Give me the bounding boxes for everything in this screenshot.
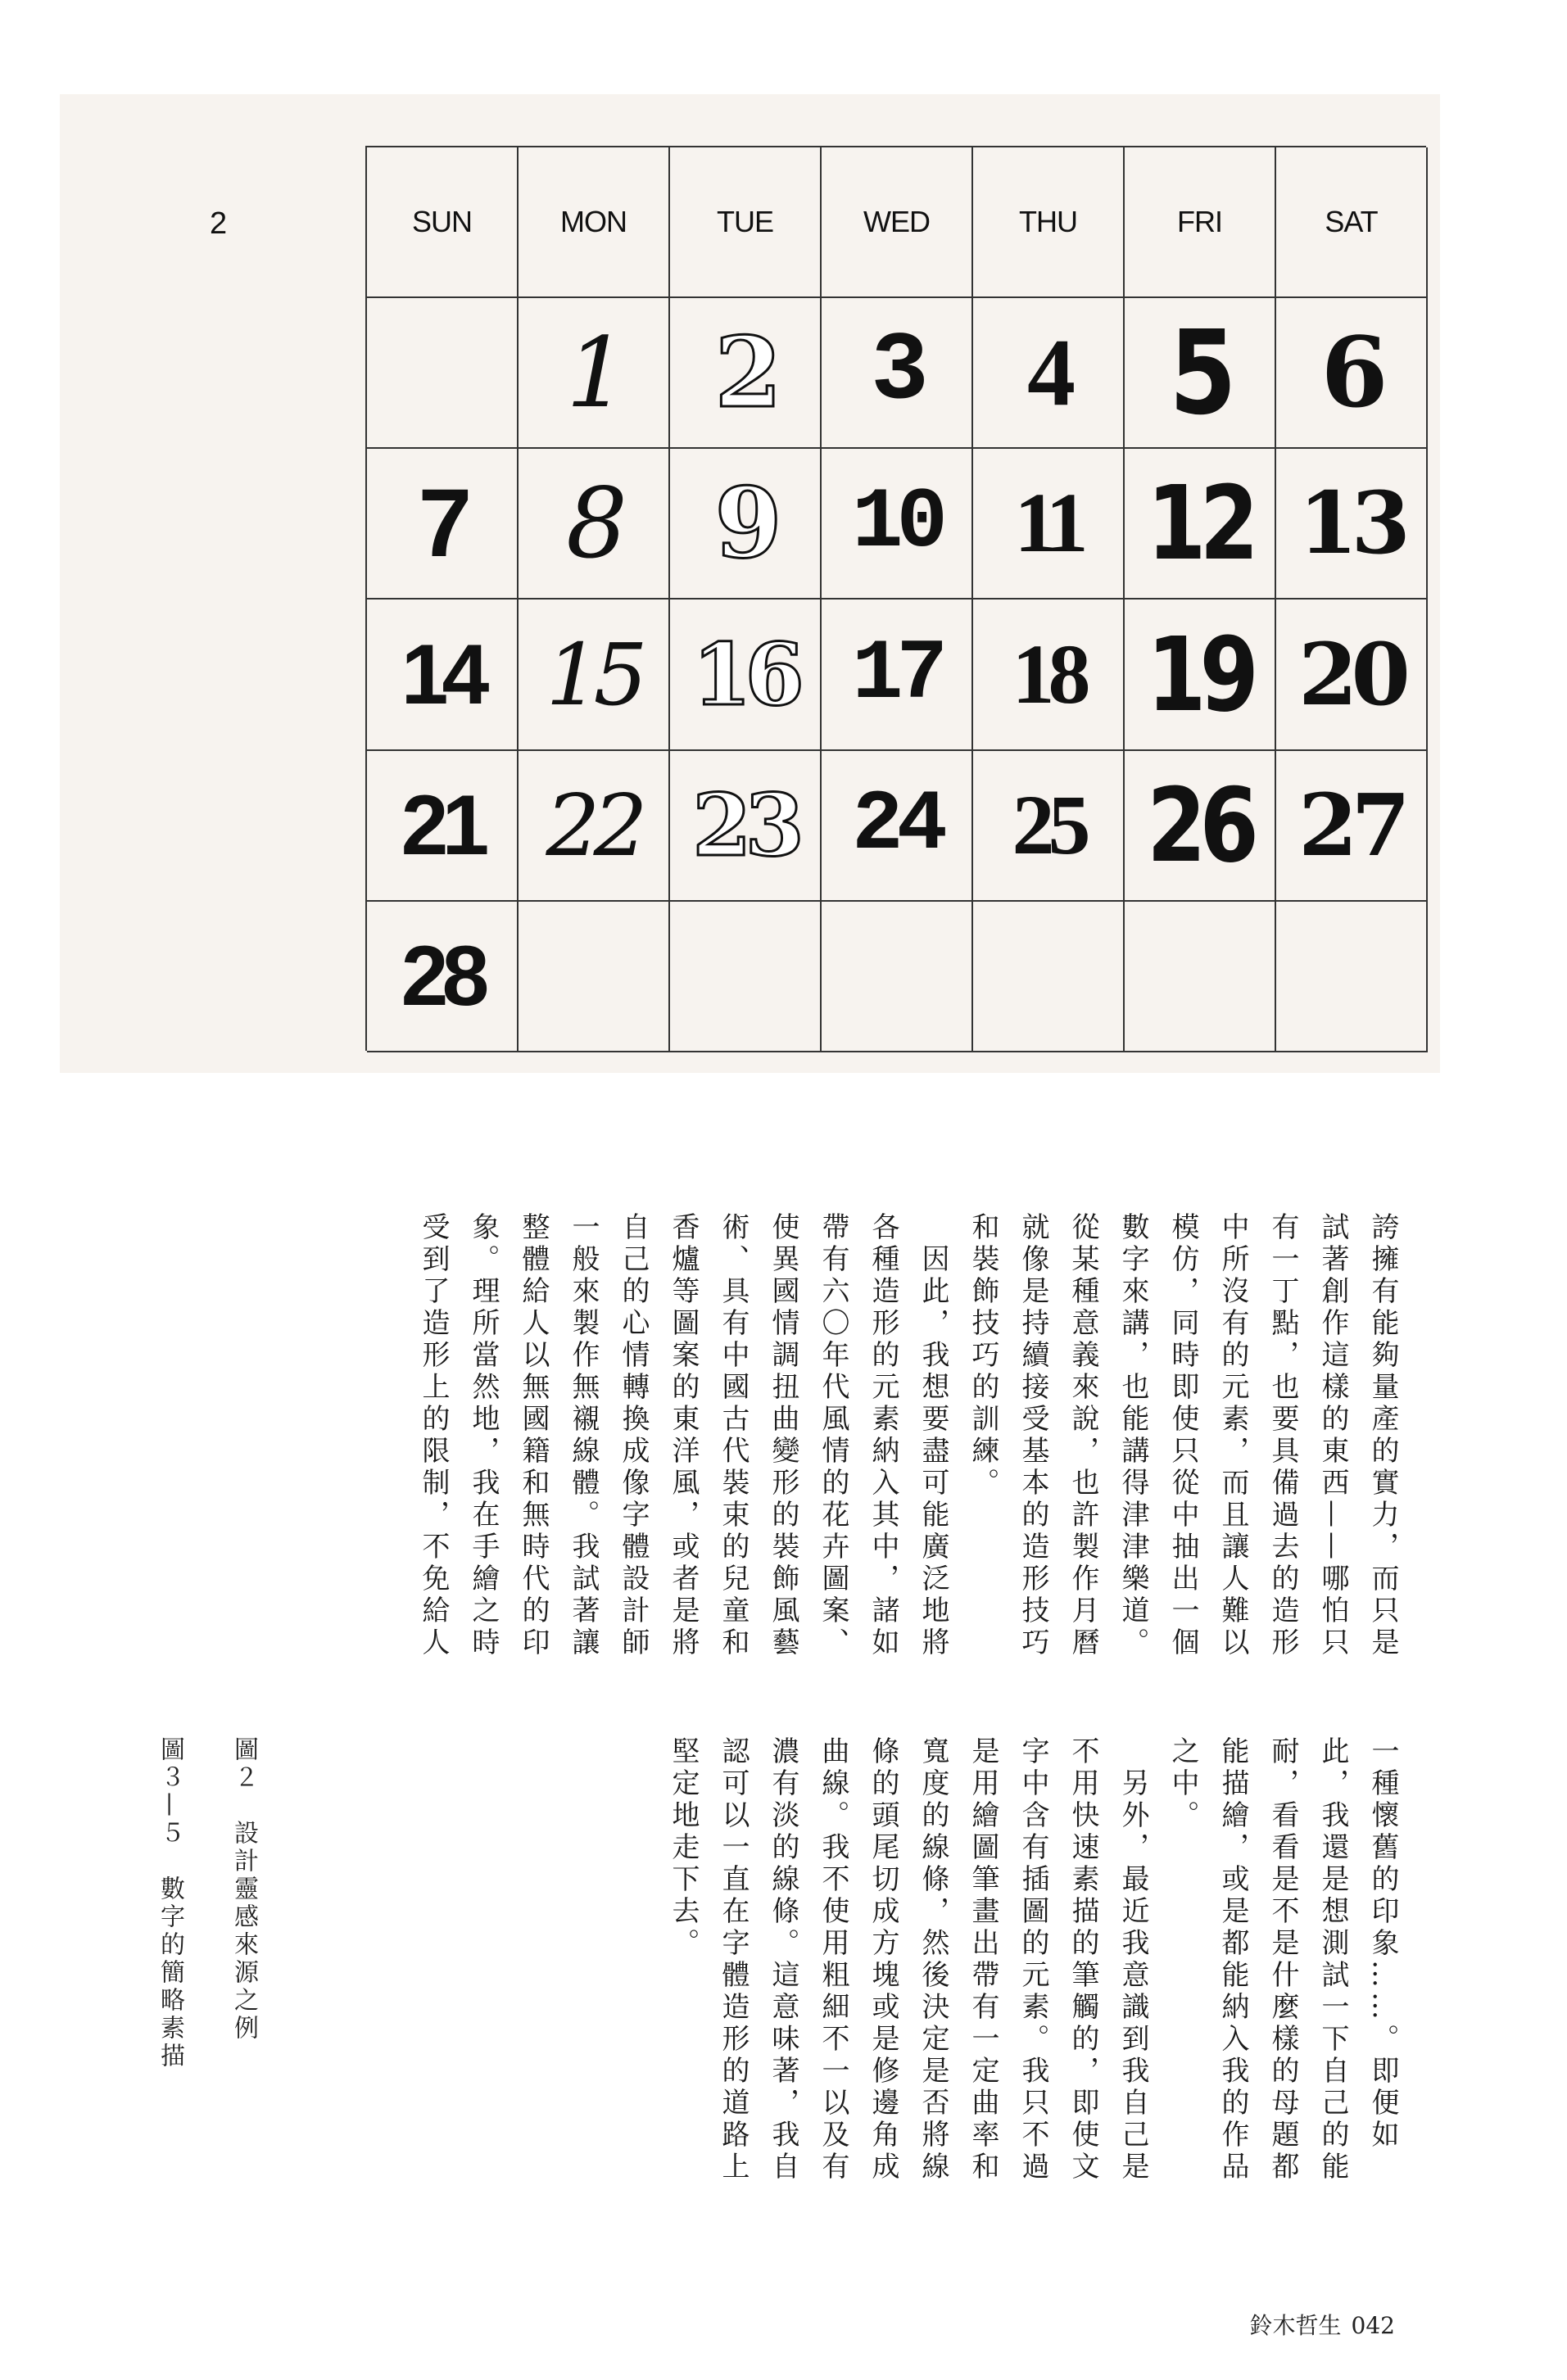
weekday-header [973,147,1125,298]
text-column: 一般來製作無襯線體。我試著讓 [567,1212,600,1659]
calendar-day-cell [367,902,519,1052]
calendar-day-cell [973,298,1125,449]
calendar-day-cell [670,600,822,750]
weekday-label: MON [560,205,627,239]
day-number: 7 [418,469,466,578]
text-column: 從某種意義來說，也許製作月曆 [1067,1212,1099,1659]
day-number: 14 [401,627,483,722]
calendar-day-cell [822,449,973,600]
text-column: 試著創作這樣的東西——哪怕只 [1316,1212,1349,1659]
text-column: 不用快速素描的筆觸的，即使文 [1067,1736,1099,2183]
text-column: 字中含有插圖的元素。我只不過 [1017,1736,1049,2183]
calendar-day-cell [1125,751,1276,902]
figure-caption: 圖３—５ 數字的簡略素描 [156,1736,184,2070]
calendar-day-cell [519,298,670,449]
calendar-day-cell [670,449,822,600]
day-number: 27 [1298,774,1404,876]
weekday-label: THU [1019,205,1077,239]
page-footer [1240,2308,1395,2341]
text-column: 堅定地走下去。 [667,1736,700,1960]
text-column: 另外，最近我意識到我自己是 [1116,1736,1149,2183]
text-column: 濃有淡的線條。這意味著，我自 [767,1736,799,2183]
calendar-day-cell [822,298,973,449]
month-number: 2 [210,206,228,241]
text-column: 自己的心情轉換成像字體設計師 [617,1212,650,1659]
day-number: 12 [1147,464,1252,584]
day-number: 9 [714,466,776,581]
calendar-day-cell [519,449,670,600]
calendar-empty-cell [519,902,670,1052]
text-column: 受到了造形上的限制，不免給人 [417,1212,450,1659]
text-column: 中所沒有的元素，而且讓人難以 [1216,1212,1249,1659]
weekday-header [367,147,519,298]
calendar-day-cell [1125,298,1276,449]
figure-caption: 圖２ 設計靈感來源之例 [229,1736,258,2043]
calendar-empty-cell [1276,902,1428,1052]
day-number: 4 [1027,319,1069,427]
weekday-label: SUN [411,205,472,239]
text-column: 象。理所當然地，我在手繪之時 [467,1212,500,1659]
day-number: 5 [1169,305,1230,441]
text-column: 數字來講，也能講得津津樂道。 [1116,1212,1149,1659]
text-column: 和裝飾技巧的訓練。 [967,1212,999,1500]
day-number: 19 [1147,614,1252,735]
weekday-label: WED [863,205,930,239]
calendar-day-cell [367,751,519,902]
day-number: 17 [852,626,941,723]
day-number: 18 [1012,627,1085,722]
day-number: 13 [1298,473,1404,574]
day-number: 1 [565,316,622,430]
day-number: 16 [692,623,798,725]
weekday-label: TUE [717,205,773,239]
text-column: 術、具有中國古代裝束的兒童和 [717,1212,750,1659]
text-column: 因此，我想要盡可能廣泛地將 [917,1212,949,1659]
day-number: 26 [1147,765,1252,885]
day-number: 15 [546,624,641,725]
text-column: 一種懷舊的印象……。即便如 [1366,1736,1399,2152]
weekday-header [1125,147,1276,298]
author-name: 鈴木哲生 [1249,2312,1342,2339]
day-number: 23 [692,774,798,876]
day-number: 6 [1320,315,1382,430]
calendar-day-cell [973,751,1125,902]
weekday-header [670,147,822,298]
page-number: 042 [1351,2312,1395,2339]
day-number: 3 [871,318,922,428]
calendar-empty-cell [1125,902,1276,1052]
text-column: 帶有六〇年代風情的花卉圖案、 [817,1212,849,1659]
calendar-empty-cell [670,902,822,1052]
text-column: 此，我還是想測試一下自己的能 [1316,1736,1349,2183]
calendar-day-cell [367,600,519,750]
text-column: 整體給人以無國籍和無時代的印 [517,1212,550,1659]
weekday-header [519,147,670,298]
day-number: 10 [852,475,941,572]
calendar-day-cell [670,298,822,449]
calendar-day-cell [1276,600,1428,750]
calendar-empty-cell [822,902,973,1052]
text-column: 使異國情調扭曲變形的裝飾風藝 [767,1212,799,1659]
weekday-label: FRI [1177,205,1222,239]
calendar-day-cell [1276,298,1428,449]
calendar-day-cell [1276,449,1428,600]
calendar-day-cell [973,449,1125,600]
text-column: 寬度的線條，然後決定是否將線 [917,1736,949,2183]
weekday-header [1276,147,1428,298]
text-column: 之中。 [1166,1736,1199,1832]
text-column: 各種造形的元素納入其中，諸如 [867,1212,899,1659]
calendar-day-cell [822,751,973,902]
day-number: 11 [1014,476,1082,571]
calendar-day-cell [367,449,519,600]
day-number: 24 [852,776,941,874]
text-column: 誇擁有能夠量產的實力，而只是 [1366,1212,1399,1659]
text-column: 就像是持續接受基本的造形技巧 [1017,1212,1049,1659]
calendar-empty-cell [973,902,1125,1052]
calendar-day-cell [973,600,1125,750]
day-number: 8 [565,467,622,581]
text-column: 曲線。我不使用粗細不一以及有 [817,1736,849,2183]
calendar-day-cell [1276,751,1428,902]
text-column: 認可以一直在字體造形的道路上 [717,1736,750,2183]
calendar-grid [365,146,1426,1051]
day-number: 25 [1012,777,1085,872]
text-column: 能描繪，或是都能納入我的作品 [1216,1736,1249,2183]
calendar-day-cell [519,600,670,750]
text-column: 香爐等圖案的東洋風，或者是將 [667,1212,700,1659]
day-number: 22 [546,775,641,876]
text-column: 是用繪圖筆畫出帶有一定曲率和 [967,1736,999,2183]
calendar-day-cell [1125,449,1276,600]
text-column: 耐，看看是不是什麼樣的母題都 [1266,1736,1299,2183]
day-number: 20 [1298,623,1404,725]
calendar-day-cell [670,751,822,902]
text-column: 條的頭尾切成方塊或是修邊角成 [867,1736,899,2183]
weekday-label: SAT [1325,205,1378,239]
calendar-empty-cell [367,298,519,449]
day-number: 2 [714,315,776,430]
weekday-header [822,147,973,298]
calendar-day-cell [519,751,670,902]
day-number: 28 [401,928,483,1024]
day-number: 21 [401,777,483,873]
calendar-day-cell [1125,600,1276,750]
calendar-day-cell [822,600,973,750]
text-column: 有一丁點，也要具備過去的造形 [1266,1212,1299,1659]
text-column: 模仿，同時即使只從中抽出一個 [1166,1212,1199,1659]
